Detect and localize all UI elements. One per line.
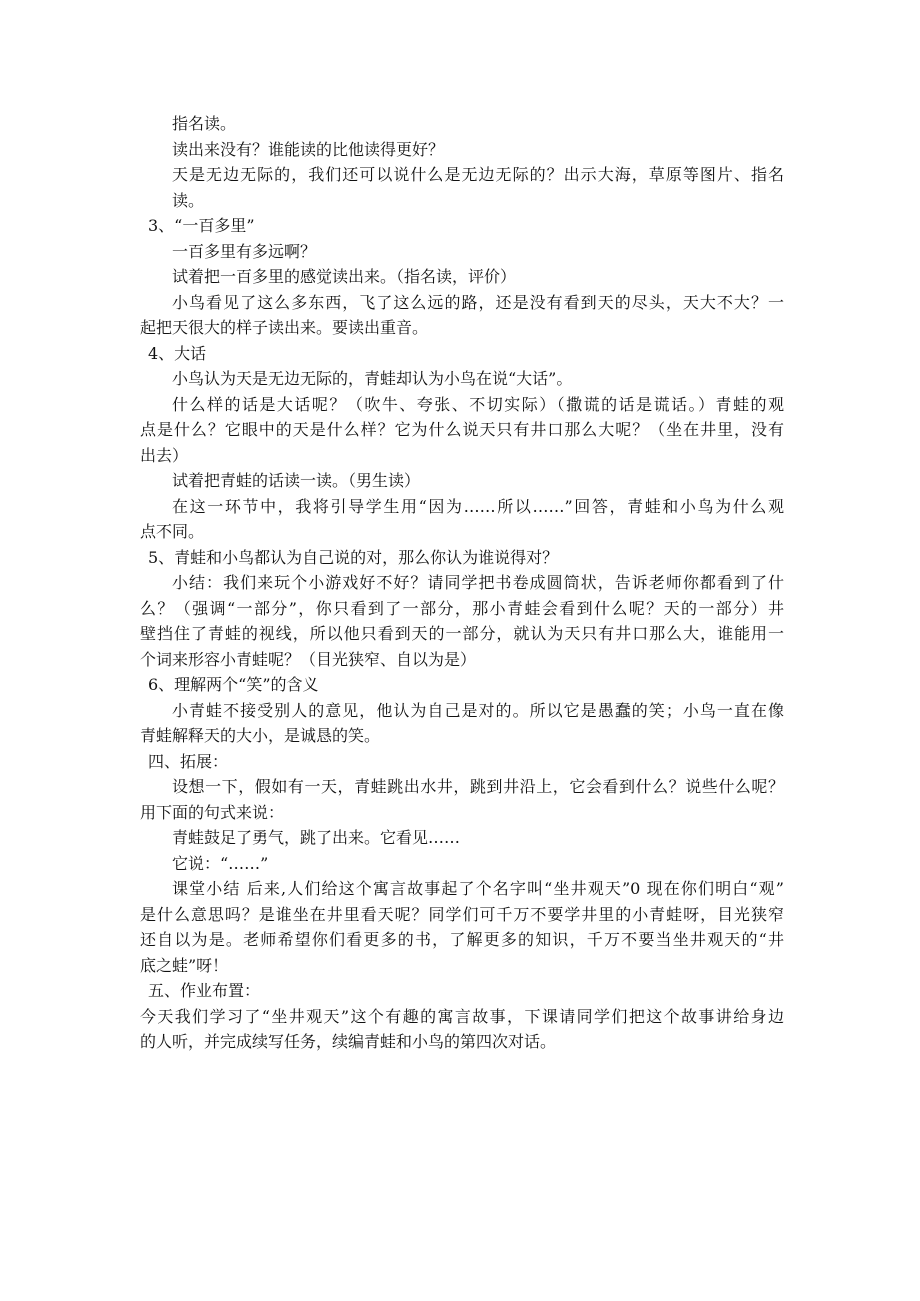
text-line: 的人听，并完成续写任务，续编青蛙和小鸟的第四次对话。 (140, 1032, 557, 1051)
text-line: 点不同。 (140, 522, 205, 541)
text-line: 么？（强调“一部分”，你只看到了一部分，那小青蛙会看到什么呢？天的一部分）井 (140, 599, 784, 618)
text-line: 试着把一百多里的感觉读出来。（指名读，评价） (172, 267, 517, 286)
text-line: 用下面的句式来说： (140, 803, 285, 822)
text-line: 小结：我们来玩个小游戏好不好？请同学把书卷成圆筒状，告诉老师你都看到了什 (172, 573, 784, 592)
text-line: 壁挡住了青蛙的视线，所以他只看到天的一部分，就认为天只有井口那么大，谁能用一 (140, 624, 784, 643)
section-heading: 五、作业布置： (148, 981, 261, 1000)
section-heading: 四、拓展： (148, 752, 229, 771)
text-line: 读出来没有？谁能读的比他读得更好？ (172, 140, 445, 159)
text-line: 小鸟认为天是无边无际的，青蛙却认为小鸟在说“大话”。 (172, 369, 573, 388)
text-line: 底之蛙”呀！ (140, 956, 229, 975)
text-line: 试着把青蛙的话读一读。（男生读） (172, 471, 421, 490)
section-heading: 4、大话 (148, 344, 207, 363)
text-line: 个词来形容小青蛙呢？（目光狭窄、自以为是） (140, 650, 477, 669)
text-line: 是什么意思吗？是谁坐在井里看天呢？同学们可千万不要学井里的小青蛙呀，目光狭窄 (140, 905, 784, 924)
text-line: 青蛙鼓足了勇气，跳了出来。它看见…… (172, 828, 461, 847)
text-line: 读。 (172, 191, 205, 210)
text-line: 什么样的话是大话呢？（吹牛、夸张、不切实际）（撒谎的话是谎话。）青蛙的观 (172, 395, 784, 414)
section-heading: 3、“一百多里” (148, 216, 255, 235)
text-line: 设想一下，假如有一天，青蛙跳出水井，跳到井沿上，它会看到什么？说些什么呢？ (172, 777, 784, 796)
text-line: 在这一环节中，我将引导学生用“因为……所以……”回答，青蛙和小鸟为什么观 (172, 497, 784, 516)
text-line: 课堂小结 后来,人们给这个寓言故事起了个名字叫“坐井观天”0 现在你们明白“观” (172, 879, 784, 898)
text-line: 点是什么？它眼中的天是什么样？它为什么说天只有井口那么大呢？（坐在井里，没有 (140, 420, 784, 439)
text-line: 天是无边无际的，我们还可以说什么是无边无际的？出示大海，草原等图片、指名 (172, 165, 784, 184)
text-line: 今天我们学习了“坐井观天”这个有趣的寓言故事，下课请同学们把这个故事讲给身边 (140, 1007, 784, 1026)
section-heading: 6、理解两个“笑”的含义 (148, 675, 319, 694)
text-line: 出去） (140, 446, 189, 465)
text-line: 小青蛙不接受别人的意见，他认为自己是对的。所以它是愚蠢的笑；小鸟一直在像 (172, 701, 784, 720)
text-line: 青蛙解释天的大小，是诚恳的笑。 (140, 726, 381, 745)
text-line: 小鸟看见了这么多东西，飞了这么远的路，还是没有看到天的尽头，天大不大？一 (172, 293, 784, 312)
text-line: 起把天很大的样子读出来。要读出重音。 (140, 318, 429, 337)
section-heading: 5、青蛙和小鸟都认为自己说的对，那么你认为谁说得对？ (148, 548, 559, 567)
text-line: 还自以为是。老师希望你们看更多的书，了解更多的知识，千万不要当坐井观天的“井 (140, 930, 784, 949)
text-line: 一百多里有多远啊？ (172, 242, 317, 261)
text-line: 指名读。 (172, 114, 237, 133)
text-line: 它说：“……” (172, 854, 269, 873)
